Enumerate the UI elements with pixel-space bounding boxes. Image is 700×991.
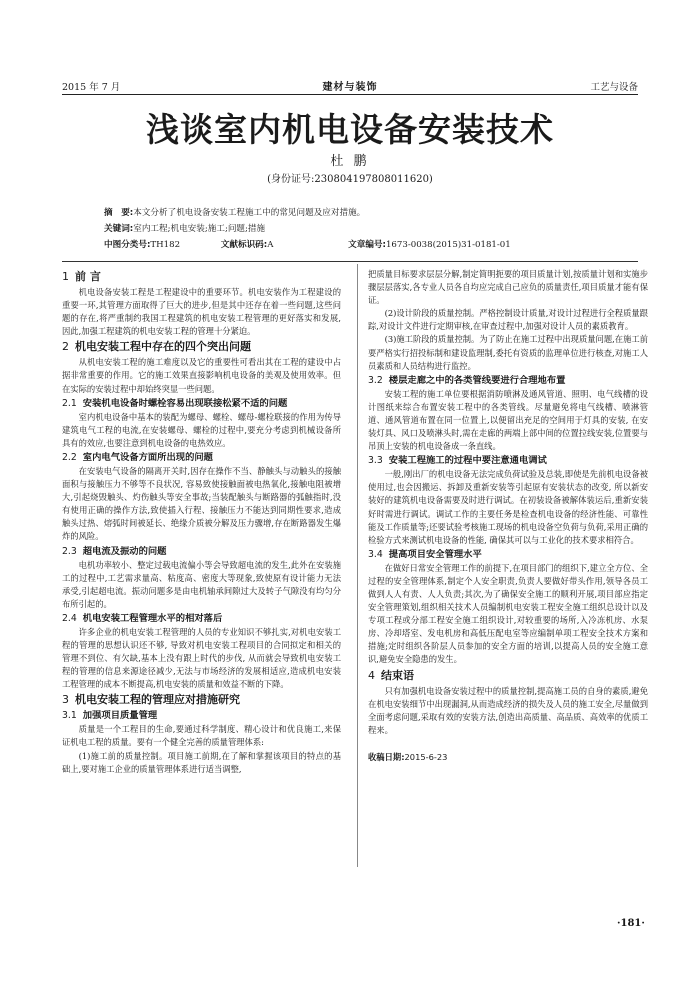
paragraph: 一般,刚出厂的机电设备无法完成负荷试验及总装,即使是先前机电设备被使用过,也会因搬运、拆卸及重新安装等引起原有安装状态的改变, 所以新安装好的建筑机电设备需要及时进行调试。在初装设备被解体装运后,重新安装好时需进行调试。调试工作的主要任务是检查机电设备的经济性能、可靠性能及工作质量等;还要试验考核施工现场的机电设备空负荷与负荷,采用正确的检验方式来测试机电设备的性能, 确保其可以与工业化的技术要求相符合。 — [368, 469, 648, 545]
paragraph: 安装工程的施工单位要根据消防喷淋及通风管道、照明、电气线槽的设计图纸来综合布置安装工程中的各类管线。尽量避免将电气线槽、喷淋管道、通风管道布置在同一位置上,以便留出充足的空间用于灯具的安装, 在安装灯具、风口及喷淋头时,需在走廊的两端上部中间的位置拉线安装,位置要与吊顶上安装的机电设备成一条直线。 — [368, 388, 648, 452]
keywords — [104, 222, 610, 234]
section-heading: 2 机电安装工程中存在的四个突出问题 — [62, 340, 251, 354]
subsection-heading: 2.2 室内电气设备方面所出现的问题 — [62, 451, 213, 463]
abstract — [104, 206, 610, 218]
keywords-label: 关键词: — [104, 224, 134, 234]
doc-code-value: A — [267, 240, 274, 250]
subsection-heading: 3.2 楼层走廊之中的各类管线要进行合理地布置 — [368, 374, 566, 386]
clc-value: TH182 — [150, 240, 181, 250]
page-number: ·181· — [617, 918, 645, 929]
subsection-heading: 3.3 安装工程施工的过程中要注意通电调试 — [368, 455, 547, 467]
paragraph: 在做好日常安全管理工作的前提下,在项目部门的组织下,建立全方位、全过程的安全管理体系,制定个人安全职责,负责人要做好带头作用,领导各员工做到人人有责、人人负责;其次,为了确保安全施工的顺利开展,项目部应指定安全管理策划,组织相关技术人员编制机电安装工程安全施工组织总设计以及专项工程或分部工程安全施工组织设计,对较重要的场所,入冷冻机房、水泵房、冷却塔室、发电机房和高低压配电室等应编制单项工程安全技术方案和措施;定时组织各阶层人员参加的安全方面的培训,以提高人员的安全施工意识,避免安全隐患的发生。 — [368, 562, 648, 665]
clc-label: 中图分类号: — [104, 240, 151, 250]
abstract-label: 摘 要: — [104, 208, 134, 218]
meta-rule — [62, 261, 638, 262]
article-no-value: 1673-0038(2015)31-0181-01 — [385, 240, 511, 250]
abstract-text: 本文分析了机电设备安装工程施工中的常见问题及应对措施。 — [133, 208, 366, 218]
left-column — [62, 268, 341, 776]
paragraph: 机电设备安装工程是工程建设中的重要环节。机电安装作为工程建设的重要一环,其管理方面取得了巨大的进步,但是其中还存在着一些问题,这些问题的存在,将严重制约我国工程建筑的机电安装工程管理的更好落实和发展,因此,加强工程建筑的机电安装工程的管理十分紧迫。 — [62, 287, 341, 337]
subsection-heading: 3.1 加强项目质量管理 — [62, 710, 158, 722]
header-rule — [62, 94, 638, 95]
paragraph: 电机功率较小、整定过载电流偏小等会导致超电流的发生,此外在安装施工的过程中,工艺需求量高、粘度高、密度大等现象,致使原有设计能力无法承受,引起超电流。振动问题多是由电机轴承间隙过大及转子气隙没有均匀分布所引起的。 — [62, 559, 341, 609]
keywords-text: 室内工程;机电安装;施工;问题;措施 — [133, 224, 266, 234]
column-divider — [357, 264, 358, 867]
section-name: 工艺与设备 — [590, 82, 638, 93]
subsection-heading: 2.4 机电安装工程管理水平的相对落后 — [62, 612, 223, 624]
subsection-heading: 3.4 提高项目安全管理水平 — [368, 548, 482, 560]
journal-name: 建材与装饰 — [322, 82, 378, 93]
section-heading: 4 结束语 — [368, 668, 414, 682]
paragraph: (1)施工前的质量控制。项目施工前期,在了解和掌握该项目的特点的基础上,要对施工企业的质量管理体系进行适当调整, — [62, 750, 341, 774]
running-header — [62, 79, 638, 93]
section-heading: 3 机电安装工程的管理应对措施研究 — [62, 693, 240, 707]
paragraph: 从机电安装工程的施工难度以及它的重要性可看出其在工程的建设中占据非常重要的作用。它的施工效果直接影响机电设备的美观及使用效率。但在实际的安装过程中却始终突显一些问题。 — [62, 357, 341, 394]
paragraph: 在安装电气设备的隔离开关时,因存在操作不当、静触头与动触头的接触面积与接触压力不够等不良状况, 容易致使接触面被电热氧化,接触电阻被增大,引起烧毁触头、灼伤触头等安全事故;当装配触头与断路器的弧触指时,没有使用正确的操作方法,致使插入行程、接触压力不能达到同期性要求,造成触头过热、熔弧时间被延长、绝缘介质被分解及压力骤增,存在断路器发生爆炸的风险。 — [62, 465, 341, 542]
subsection-heading: 2.1 安装机电设备时螺栓容易出现联接松紧不适的问题 — [62, 397, 288, 409]
paragraph: 室内机电设备中基本的装配为螺母、螺栓、螺母-螺栓联接的作用为传导建筑电气工程的电流,在安装螺母、螺栓的过程中,要充分考虑到机械设备所具有的效应,也要注意到机电设备的电热效应。 — [62, 411, 341, 448]
author-id: (身份证号:230804197808011620) — [267, 174, 433, 185]
doc-code-label: 文献标识码: — [220, 240, 268, 250]
classification-line — [104, 238, 610, 250]
author-name: 杜 鹏 — [330, 154, 370, 169]
issue-date: 2015 年 7 月 — [62, 82, 121, 93]
paragraph: 只有加强机电设备安装过程中的质量控制,提高施工员的自身的素质,避免在机电安装细节中出现漏洞,从而造成经济的损失及人员的施工安全,尽量做到全面考虑问题,采取有效的安装方法,创造出高质量、高品质、高效率的优质工程来。 — [368, 685, 648, 735]
paragraph: (3)施工阶段的质量控制。为了防止在施工过程中出现质量问题,在施工前要严格实行招投标制和建设监理制,委托有资质的监理单位进行核查,对施工人员素质和人员结构进行监控。 — [368, 334, 648, 371]
section-heading: 1 前 言 — [62, 270, 101, 283]
article-title: 浅谈室内机电设备安装技术 — [146, 110, 554, 149]
paragraph: 把质量目标要求层层分解,制定简明扼要的项目质量计划,按质量计划和实施步骤层层落实,各专业人员各自均应完成自己应负的质量责任,项目质量才能有保证。 — [368, 269, 648, 306]
paragraph: (2)设计阶段的质量控制。严格控制设计质量,对设计过程进行全程质量跟踪,对设计文件进行定期审核,在审查过程中,加强对设计人员的素质教育。 — [368, 308, 648, 332]
paragraph: 许多企业的机电安装工程管理的人员的专业知识不够扎实,对机电安装工程的管理的思想认识还不够, 导致对机电安装工程项目的合同拟定和相关的管理不到位、有欠缺,基本上没有跟上时代的步伐, 从而就会导致机电安装工程的管理的信息来源途径减少,无法与市场经济的发展相适应,造成机电安装工程管理的成本不断提高,机电安装的质量和效益不断的下降。 — [62, 626, 341, 690]
article-no-label: 文章编号: — [348, 240, 386, 250]
received-date: 收稿日期:2015-6-23 — [368, 751, 448, 762]
subsection-heading: 2.3 超电流及振动的问题 — [62, 545, 167, 557]
right-column — [368, 268, 648, 764]
paragraph: 质量是一个工程目的生命,要通过科学制度、精心设计和优良施工,来保证机电工程的质量。要有一个健全完善的质量管理体系: — [62, 724, 341, 748]
